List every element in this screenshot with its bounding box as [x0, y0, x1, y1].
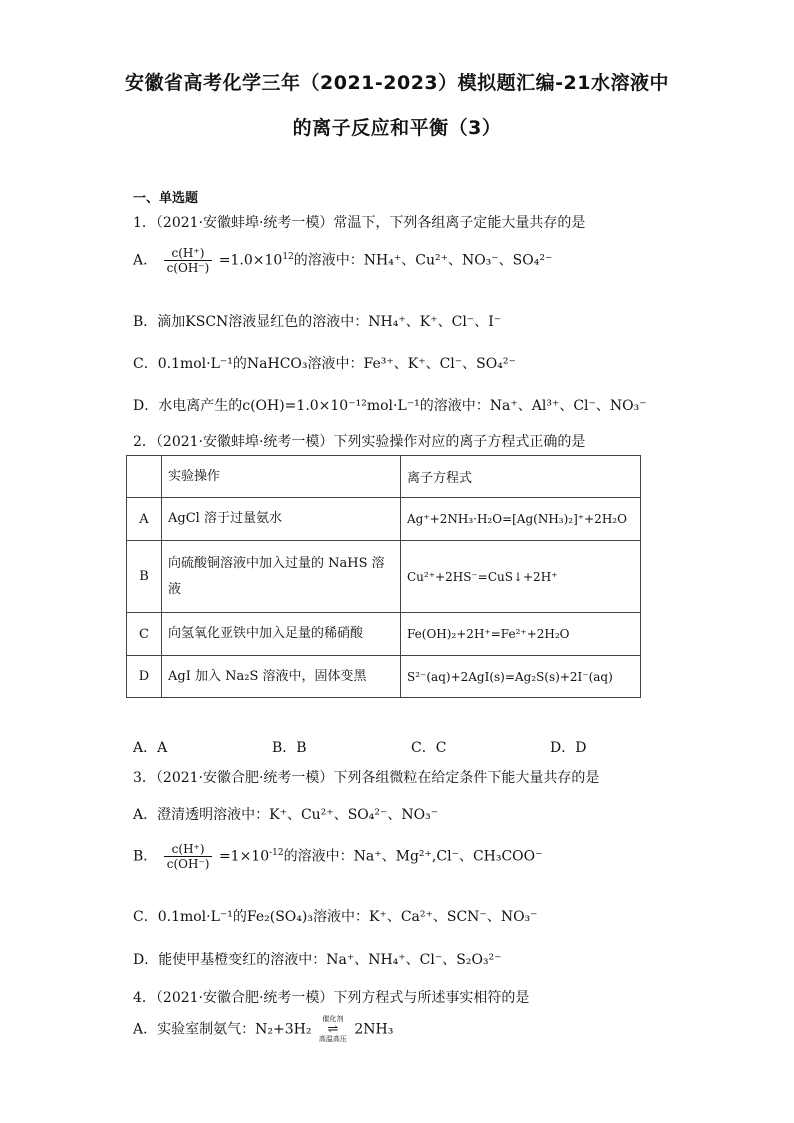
q1-stem: 1．（2021·安徽蚌埠·统考一模）常温下，下列各组离子定能大量共存的是 [133, 215, 586, 231]
q3-option-d: D．能使甲基橙变红的溶液中：Na⁺、NH₄⁺、Cl⁻、S₂O₃²⁻ [133, 952, 502, 968]
q1-option-d: D．水电离产生的c(OH)=1.0×10⁻¹²mol·L⁻¹的溶液中：Na⁺、Al³⁺、Cl⁻、NO₃⁻ [133, 398, 647, 414]
table-header-cell [127, 456, 162, 498]
table-row [127, 541, 641, 613]
equilibrium-arrow-icon: ⇌ [327, 1022, 339, 1037]
q1-a-rest: 的溶液中：NH₄⁺、Cu²⁺、NO₃⁻、SO₄²⁻ [293, 252, 553, 269]
doc-title-line1: 安徽省高考化学三年（2021-2023）模拟题汇编-21水溶液中 [125, 72, 669, 94]
q1-a-label: A． [133, 252, 158, 269]
row-equation: S²⁻(aq)+2AgI(s)=Ag₂S(s)+2I⁻(aq) [401, 656, 641, 698]
row-equation: Ag⁺+2NH₃·H₂O=[Ag(NH₃)₂]⁺+2H₂O [401, 498, 641, 541]
q3-b-rest: 的溶液中：Na⁺、Mg²⁺,Cl⁻、CH₃COO⁻ [283, 848, 543, 865]
table-row [127, 498, 641, 541]
row-operation: AgCl 溶于过量氨水 [162, 498, 401, 541]
q3-b-eq: =1×10 [218, 848, 270, 865]
q3-b-label: B． [133, 848, 158, 865]
reaction-arrow [319, 1016, 347, 1043]
fraction-denominator: c(OH⁻) [166, 857, 210, 871]
q4-stem: 4．（2021·安徽合肥·统考一模）下列方程式与所述事实相符的是 [133, 990, 530, 1006]
q2-option-b: B．B [272, 740, 307, 756]
fraction-denominator: c(OH⁻) [166, 261, 210, 275]
row-operation: 向氢氧化亚铁中加入足量的稀硝酸 [162, 613, 401, 656]
q3-option-a: A．澄清透明溶液中：K⁺、Cu²⁺、SO₄²⁻、NO₃⁻ [133, 807, 439, 823]
doc-title-line2: 的离子反应和平衡（3） [292, 117, 502, 139]
q3-option-b [133, 842, 543, 871]
q2-option-a: A．A [133, 740, 168, 756]
fraction-numerator: c(H⁺) [164, 842, 213, 857]
q4-option-a [133, 1016, 393, 1043]
q1-option-b: B．滴加KSCN溶液显红色的溶液中：NH₄⁺、K⁺、Cl⁻、I⁻ [133, 314, 502, 330]
row-letter: C [127, 613, 162, 656]
q4-a-post: 2NH₃ [354, 1021, 394, 1038]
q2-option-d: D．D [550, 740, 587, 756]
q3-stem: 3．（2021·安徽合肥·统考一模）下列各组微粒在给定条件下能大量共存的是 [133, 770, 600, 786]
q3-option-c: C．0.1mol·L⁻¹的Fe₂(SO₄)₃溶液中：K⁺、Ca²⁺、SCN⁻、NO₃⁻ [133, 909, 538, 925]
row-letter: D [127, 656, 162, 698]
table-header-cell: 离子方程式 [401, 456, 641, 498]
q1-a-fraction [164, 246, 213, 275]
arrow-condition-bottom: 高温高压 [318, 1035, 347, 1043]
q4-a-pre: A．实验室制氨气：N₂+3H₂ [133, 1021, 312, 1038]
q1-option-a [133, 246, 552, 275]
q3-b-exp: -12 [269, 847, 284, 858]
table-header-row [127, 456, 641, 498]
row-equation: Cu²⁺+2HS⁻=CuS↓+2H⁺ [401, 541, 641, 613]
q2-option-c: C．C [411, 740, 447, 756]
q1-option-c: C．0.1mol·L⁻¹的NaHCO₃溶液中：Fe³⁺、K⁺、Cl⁻、SO₄²⁻ [133, 356, 516, 372]
q2-stem: 2．（2021·安徽蚌埠·统考一模）下列实验操作对应的离子方程式正确的是 [133, 434, 586, 450]
q1-a-exp: 12 [282, 251, 294, 262]
section-heading: 一、单选题 [133, 191, 199, 206]
table-row [127, 656, 641, 698]
row-equation: Fe(OH)₂+2H⁺=Fe²⁺+2H₂O [401, 613, 641, 656]
table-row [127, 613, 641, 656]
arrow-condition-top: 催化剂 [322, 1015, 344, 1023]
row-letter: A [127, 498, 162, 541]
row-letter: B [127, 541, 162, 613]
q3-b-fraction [164, 842, 213, 871]
row-operation: 向硫酸铜溶液中加入过量的 NaHS 溶液 [162, 541, 401, 613]
q2-options [133, 737, 689, 757]
table-header-cell: 实验操作 [162, 456, 401, 498]
q2-table [126, 455, 641, 698]
q1-a-eq: =1.0×10 [218, 252, 283, 269]
fraction-numerator: c(H⁺) [164, 246, 213, 261]
row-operation: AgI 加入 Na₂S 溶液中，固体变黑 [162, 656, 401, 698]
